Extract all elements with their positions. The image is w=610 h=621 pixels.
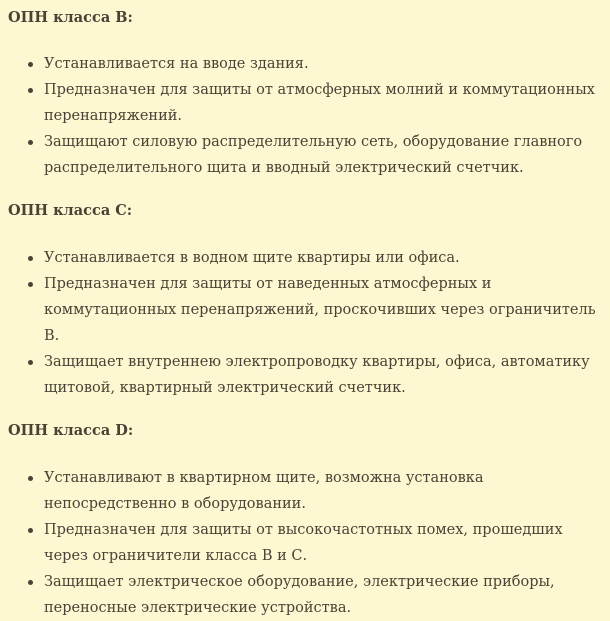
list-item-text: Защищают силовую распределительную сеть, оборудование главного распределительного щита и вводный электрический счетчик.	[44, 134, 583, 176]
bullet-list	[8, 245, 602, 401]
section-heading: ОПН класса D:	[8, 422, 134, 439]
bullet-icon	[28, 580, 33, 585]
list-item-text: Защищает электрическое оборудование, электрические приборы, переносные электрические устройства.	[44, 574, 555, 616]
bullet-list	[8, 465, 602, 621]
list-item-text: Защищает внутреннею электропроводку квартиры, офиса, автоматику щитовой, квартирный электрический счетчик.	[44, 354, 590, 396]
bullet-icon	[28, 360, 33, 365]
list-item-text: Устанавливается в водном щите квартиры или офиса.	[44, 250, 460, 266]
bullet-icon	[28, 62, 33, 67]
section-heading: ОПН класса В:	[8, 9, 133, 26]
list-item	[8, 245, 602, 271]
section-heading: ОПН класса С:	[8, 202, 133, 219]
section-class-c	[8, 201, 602, 401]
bullet-icon	[28, 88, 33, 93]
list-item-text: Предназначен для защиты от наведенных атмосферных и коммутационных перенапряжений, проскочивших через ограничитель В.	[44, 276, 596, 344]
list-item-text: Предназначен для защиты от атмосферных молний и коммутационных перенапряжений.	[44, 82, 595, 124]
list-item	[8, 349, 602, 401]
list-item	[8, 129, 602, 181]
bullet-icon	[28, 528, 33, 533]
bullet-icon	[28, 476, 33, 481]
section-class-d	[8, 421, 602, 621]
bullet-icon	[28, 282, 33, 287]
list-item	[8, 465, 602, 517]
list-item	[8, 51, 602, 77]
bullet-icon	[28, 140, 33, 145]
bullet-list	[8, 51, 602, 181]
list-item-text: Устанавливается на вводе здания.	[44, 56, 309, 72]
list-item	[8, 569, 602, 621]
bullet-icon	[28, 256, 33, 261]
section-class-b	[8, 8, 602, 181]
list-item	[8, 271, 602, 349]
list-item-text: Предназначен для защиты от высокочастотных помех, прошедших через ограничители класса В и С.	[44, 522, 563, 564]
list-item	[8, 77, 602, 129]
list-item-text: Устанавливают в квартирном щите, возможна установка непосредственно в оборудовании.	[44, 470, 484, 512]
list-item	[8, 517, 602, 569]
